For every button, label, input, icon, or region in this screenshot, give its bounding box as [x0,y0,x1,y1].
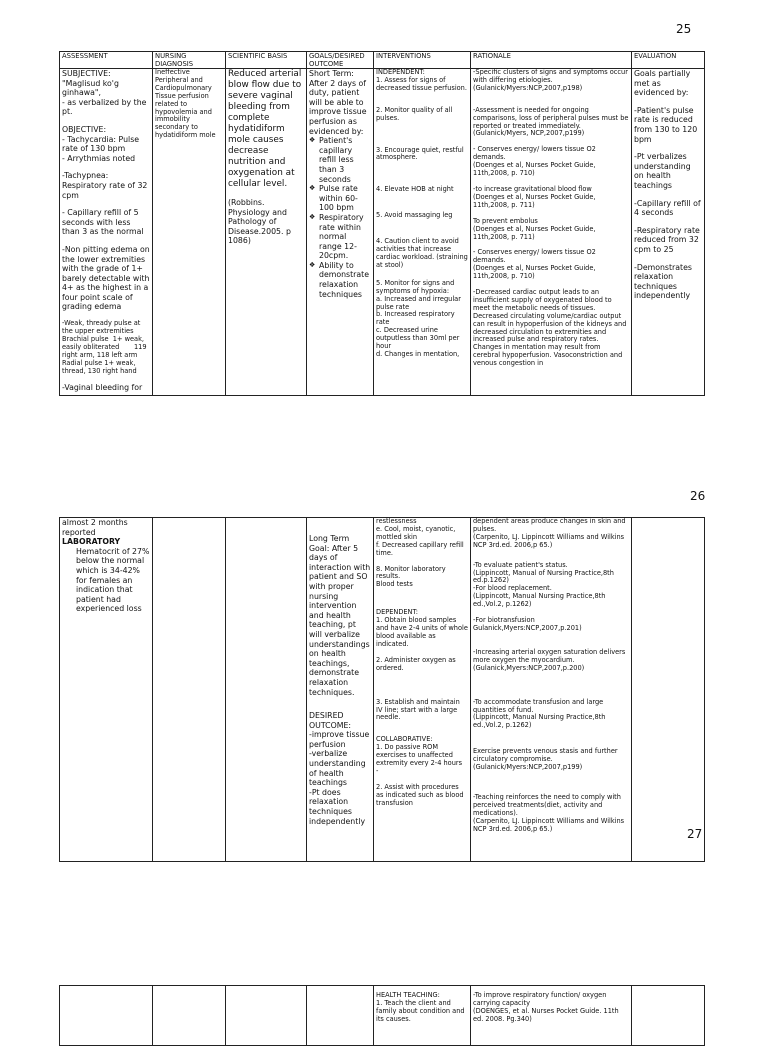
col-header-scientific-basis: SCIENTIFIC BASIS [226,52,307,69]
evaluation-item: -Pt verbalizes understanding on health teachings [634,152,694,190]
col-header-diagnosis: NURSING DIAGNOSIS [153,52,226,69]
goal-bullet: ❖ Respiratory rate within normal range 12-20cpm. [309,213,371,261]
intervention-item: restlessness e. Cool, moist, cyanotic, mottled skin f. Decreased capillary refill time. [376,517,464,557]
rationale-cell [471,986,632,1046]
evaluation-item: -Patient's pulse rate is reduced from 130 to 120 bpm [634,105,700,144]
rationale-item: -Specific clusters of signs and symptoms occur with differing etiologies. (Gulanick/Myers:NCP,2007,p198) [473,68,631,92]
intervention-item: 4. Elevate HOB at night [376,185,454,194]
intervention-item: 5. Avoid massaging leg [376,211,453,220]
table-row [60,69,705,396]
evaluation-cell [632,986,705,1046]
diagnosis-cell [153,518,226,862]
scientific-basis-ref: (Robbins. Physiology and Pathology of Disease.2005. p 1086) [228,198,291,246]
header-row [60,52,705,69]
evaluation-item: Goals partially met as evidenced by: [634,69,693,98]
interventions-cell [374,518,471,862]
assessment-cell [60,986,153,1046]
evaluation-item: -Demonstrates relaxation techniques independently [634,262,695,301]
page-number: 27 [687,827,703,841]
rationale-item: -For biotransfusion Gulanick,Myers:NCP,2007,p.201) [473,616,582,632]
subjective-label: SUBJECTIVE: [62,69,111,78]
rationale-item: -To accommodate transfusion and large quantities of fund. (Lippincott, Manual Nursing Practice,8th ed.,Vol.2, p.1262) [473,697,606,730]
intervention-item: COLLABORATIVE: 1. Do passive ROM exercises to unaffected extremity every 2-4 hours - [376,735,463,775]
goal-bullet: ❖ Patient's capillary refill less than 3 seconds [309,136,371,184]
goal-bullet: ❖ Ability to demonstrate relaxation techniques [309,261,371,299]
objective-tachycardia: - Tachycardia: Pulse rate of 130 bpm [62,134,140,154]
goals-cell [307,518,374,862]
intervention-item: 2. Assist with procedures as indicated such as blood transfusion [376,782,466,807]
intervention-item: HEALTH TEACHING: 1. Teach the client and family about condition and its causes. [376,991,465,1023]
long-term-goal: Long Term Goal: After 5 days of interaction with patient and SO with proper nursing intervention and health teaching, pt will verbalize understandings on health teachings, demonstrate relaxation techniques. [309,534,373,697]
objective-capillary: - Capillary refill of 5 seconds with less than 3 as the normal [62,208,144,237]
goals-cell [307,986,374,1046]
evaluation-cell [632,69,705,396]
rationale-cell [471,518,632,862]
interventions-cell [374,69,471,396]
intervention-item: 8. Monitor laboratory results. Blood tests [376,564,446,589]
col-header-evaluation: EVALUATION [632,52,705,69]
rationale-item: -Assessment is needed for ongoing comparisons, loss of peripheral pulses must be reported or treated immediately. (Gulanick/Myers, NCP,2007,p199) [473,105,631,138]
rationale-item: Exercise prevents venous stasis and further circulatory compromise. (Gulanick/Myers:NCP,2007,p199) [473,747,620,772]
objective-pulse: -Weak, thready pulse at the upper extremities Brachial pulse 1+ weak, easily obliterated 119 right arm, 118 left arm Radial pulse 1+ weak, thread, 130 right hand [62,319,149,375]
care-plan-table-page-27 [59,985,705,1046]
intervention-item: 3. Encourage quiet, restful atmosphere. [376,145,466,162]
intervention-item: INDEPENDENT: 1. Assess for signs of decreased tissue perfusion. [376,68,467,92]
subjective-quote: "Maglisud ko'g ginhawa", [62,78,119,98]
care-plan-table-page-26 [59,517,705,862]
intervention-item: 5. Monitor for signs and symptoms of hypoxia: a. Increased and irregular pulse rate b. Increased respiratory rate c. Decreased urine outputless than 30ml per hour d. Changes in mentation, [376,278,461,358]
rationale-item: - Conserves energy/ lowers tissue O2 demands. (Doenges et al, Nurses Pocket Guide, 11th,2008, p. 710) [473,145,596,178]
evaluation-item: -Capillary refill of 4 seconds [634,198,704,218]
col-header-rationale: RATIONALE [471,52,632,69]
intervention-item: 2. Administer oxygen as ordered. [376,655,458,672]
care-plan-table-page-25 [59,51,705,396]
col-header-goals: GOALS/DESIRED OUTCOME [307,52,374,69]
laboratory-label: LABORATORY [62,537,121,547]
objective-edema: -Non pitting edema on the lower extremities with the grade of 1+ barely detectable with 4+ as the highest in a four point scale of grading edema [62,244,153,312]
rationale-item: -Increasing arterial oxygen saturation delivers more oxygen the myocardium. (Gulanick,Myers:NCP,2007,p.200) [473,647,628,672]
objective-label: OBJECTIVE: [62,124,107,134]
subjective-note: - as verbalized by the pt. [62,97,149,117]
diagnosis-cell [153,69,226,396]
rationale-item: dependent areas produce changes in skin and pulses. (Carpenito, LJ. Lippincott Williams and Wilkins NCP 3rd.ed. 2006,p 65.) [473,517,626,549]
table-row [60,518,705,862]
rationale-item: -to increase gravitational blood flow (Doenges et al, Nurses Pocket Guide, 11th,2008, p. 711) [473,184,596,209]
scientific-basis-cell [226,986,307,1046]
goals-cell [307,69,374,396]
page-number: 26 [690,489,706,503]
objective-vaginal: -Vaginal bleeding for [62,383,143,393]
rationale-item: To prevent embolus (Doenges et al, Nurses Pocket Guide, 11th,2008, p. 711) [473,216,596,241]
evaluation-cell [632,518,705,862]
rationale-item: - Conserves energy/ lowers tissue O2 demands. (Doenges et al, Nurses Pocket Guide, 11th,2008, p. 710) [473,248,596,281]
desired-outcome-items: -improve tissue perfusion -verbalize understanding of health teachings -Pt does relaxation techniques independently [309,730,370,826]
laboratory-hematocrit: Hematocrit of 27% below the normal which is 34-42% for females an indication that patient had experienced loss [76,546,150,614]
goal-bullet: ❖ Pulse rate within 60-100 bpm [309,184,371,213]
intervention-item: 3. Establish and maintain IV line; start with a large needle. [376,697,462,722]
rationale-cell [471,69,632,396]
page-number: 25 [676,22,692,36]
rationale-item: -Teaching reinforces the need to comply with perceived treatments(diet, activity and medications). (Carpenito, LJ. Lippincott Williams and Wilkins NCP 3rd.ed. 2006,p 65.) [473,792,625,833]
rationale-item: -Decreased cardiac output leads to an insufficient supply of oxygenated blood to meet the metabolic needs of tissues. Decreased circulating volume/cardiac output can result in hypoperfusion of the kidneys and decreased circulation to extremities and increased pulse and respiratory rates. Changes in mentation may result from cerebral hypoperfusion. Vasoconstriction and venous congestion in [473,288,629,368]
assessment-cell [60,69,153,396]
scientific-basis-cell [226,518,307,862]
short-term-goal: Short Term: After 2 days of duty, patient will be able to improve tissue perfusion as evidenced by: [309,69,367,136]
intervention-item: DEPENDENT: 1. Obtain blood samples and have 2-4 units of whole blood available as indicated. [376,608,468,648]
diagnosis-cell [153,986,226,1046]
interventions-cell [374,986,471,1046]
rationale-item: -To evaluate patient's status. (Lippincott, Manual of Nursing Practice,8th ed.p.1262) -For blood replacement. (Lippincott, Manual Nursing Practice,8th ed.,Vol.2, p.1262) [473,560,614,609]
nursing-diagnosis: Ineffective Peripheral and Cardiopulmonary Tissue perfusion related to hypovolemia and immobility secondary to hydatidiform mole [155,68,216,140]
intervention-item: 2. Monitor quality of all pulses. [376,105,455,122]
scientific-basis-text: Reduced arterial blow flow due to severe vaginal bleeding from complete hydatidiform mole causes decrease nutrition and oxygenation at cellular level. [228,69,305,189]
evaluation-item: -Respiratory rate reduced from 32 cpm to 25 [634,225,703,254]
rationale-item: -To improve respiratory function/ oxygen carrying capacity (DOENGES, et al. Nurses Pocket Guide. 11th ed. 2008. Pg.340) [473,991,619,1023]
table-row [60,986,705,1046]
scientific-basis-cell [226,69,307,396]
col-header-assessment: ASSESSMENT [60,52,153,69]
col-header-interventions: INTERVENTIONS [374,52,471,69]
objective-tachypnea: -Tachypnea: Respiratory rate of 32 cpm [62,171,150,200]
assessment-cell [60,518,153,862]
objective-arrhythmias: - Arrythmias noted [62,153,136,163]
intervention-item: 4. Caution client to avoid activities that increase cardiac workload. (straining at stool) [376,237,470,269]
desired-outcome-label: DESIRED OUTCOME: [309,711,352,730]
assessment-continued: almost 2 months reported [62,518,128,537]
